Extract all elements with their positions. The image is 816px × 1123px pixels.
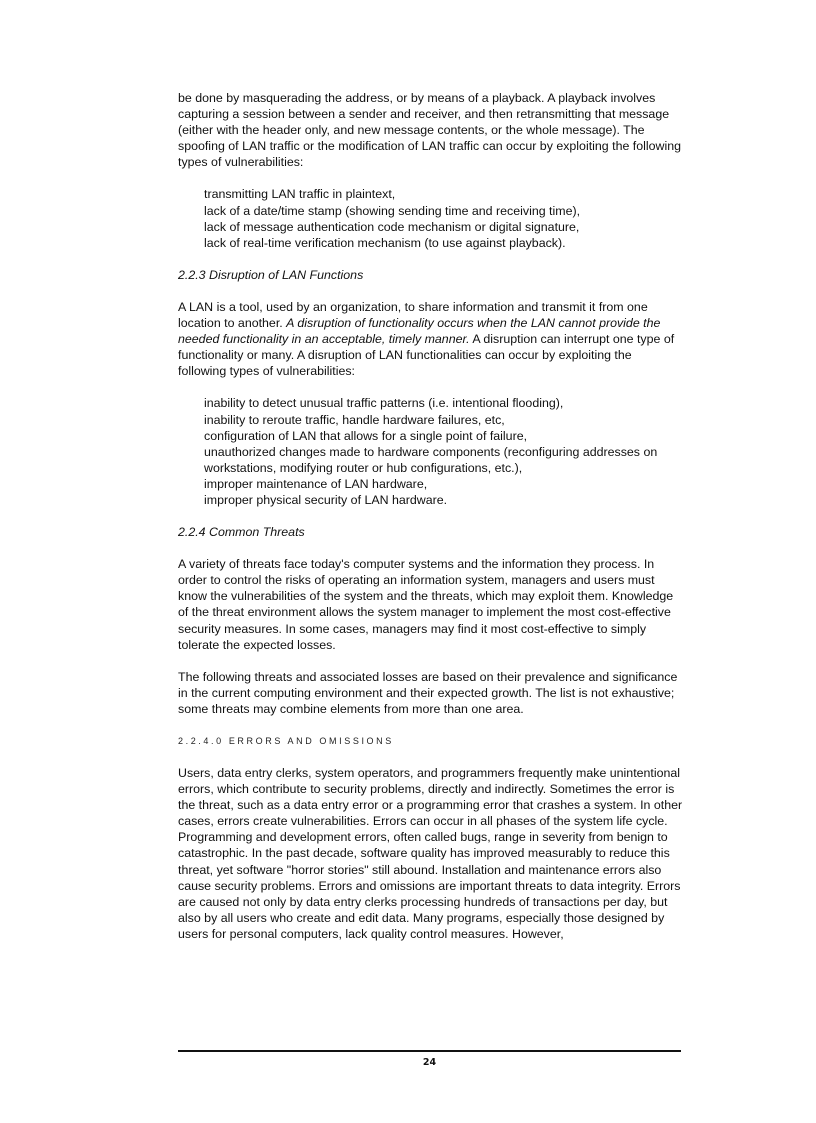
threats-paragraph-1: A variety of threats face today's computer systems and the information they process. In order to control the risks of operating an information system, managers and users must know the vulnerabilities of the system and the threats, which may exploit them. Knowledge of the threat environment allows the system manager to implement the most cost-effective security measures. In some cases, managers may find it most cost-effective to simply tolerate the expected losses. [178,557,674,652]
footer-divider [178,1050,681,1052]
list-item: improper physical security of LAN hardware. [204,492,448,507]
list-item: configuration of LAN that allows for a single point of failure, [204,428,528,443]
list-item: lack of message authentication code mechanism or digital signature, [204,219,580,234]
disruption-paragraph [178,299,683,379]
list-item: transmitting LAN traffic in plaintext, [204,187,396,202]
list-item: inability to detect unusual traffic patterns (i.e. intentional flooding), [204,396,564,411]
disruption-para-emphasis: A disruption of functionality occurs when the LAN cannot provide the needed functionality in an acceptable, timely manner. [178,316,661,347]
disruption-para-start: A LAN is a tool, used by an organization, to share information and transmit it from one location to another. [178,299,648,331]
disruption-para-end: A disruption can interrupt one type of functionality or many. A disruption of LAN functionalities can occur by exploiting the following types of vulnerabilities: [178,332,675,379]
section-heading-disruption: 2.2.3 Disruption of LAN Functions [178,267,364,282]
threats-paragraph-2: The following threats and associated losses are based on their prevalence and significance in the current computing environment and their expected growth. The list is not exhaustive; some threats may combine elements from more than one area. [178,669,678,716]
section-heading-common-threats: 2.2.4 Common Threats [178,525,305,540]
list-item: lack of real-time verification mechanism (to use against playback). [204,235,566,250]
section-heading-errors-omissions: 2.2.4.0 ERRORS AND OMISSIONS [178,736,394,746]
disruption-vulnerability-list [204,395,683,508]
list-item: inability to reroute traffic, handle hardware failures, etc, [204,412,505,427]
list-item: unauthorized changes made to hardware components (reconfiguring addresses on workstations, modifying router or hub configurations, etc.), [204,444,658,475]
list-item: lack of a date/time stamp (showing sending time and receiving time), [204,203,581,218]
list-item: improper maintenance of LAN hardware, [204,476,428,491]
spoofing-vulnerability-list [204,186,683,250]
intro-paragraph: be done by masquerading the address, or by means of a playback. A playback involves capturing a session between a sender and receiver, and then retransmitting that message (either with the header only, and new message contents, or the whole message). The spoofing of LAN traffic or the modification of LAN traffic can occur by exploiting the following types of vulnerabilities: [178,91,682,170]
page-number: 24 [422,1057,437,1068]
errors-paragraph: Users, data entry clerks, system operators, and programmers frequently make unintentional errors, which contribute to security problems, directly and indirectly. Sometimes the error is the threat, such as a data entry error or a programming error that crashes a system. In other cases, errors create vulnerabilities. Errors can occur in all phases of the system life cycle. Programming and development errors, often called bugs, range in severity from benign to catastrophic. In the past decade, software quality has improved measurably to reduce this threat, yet software "horror stories" still abound. Installation and maintenance errors also cause security problems. Errors and omissions are important threats to data integrity. Errors are caused not only by data entry clerks processing hundreds of transactions per day, but also by all users who create and edit data. Many programs, especially those designed by users for personal computers, lack quality control measures. However, [178,766,683,941]
document-page [178,90,683,942]
